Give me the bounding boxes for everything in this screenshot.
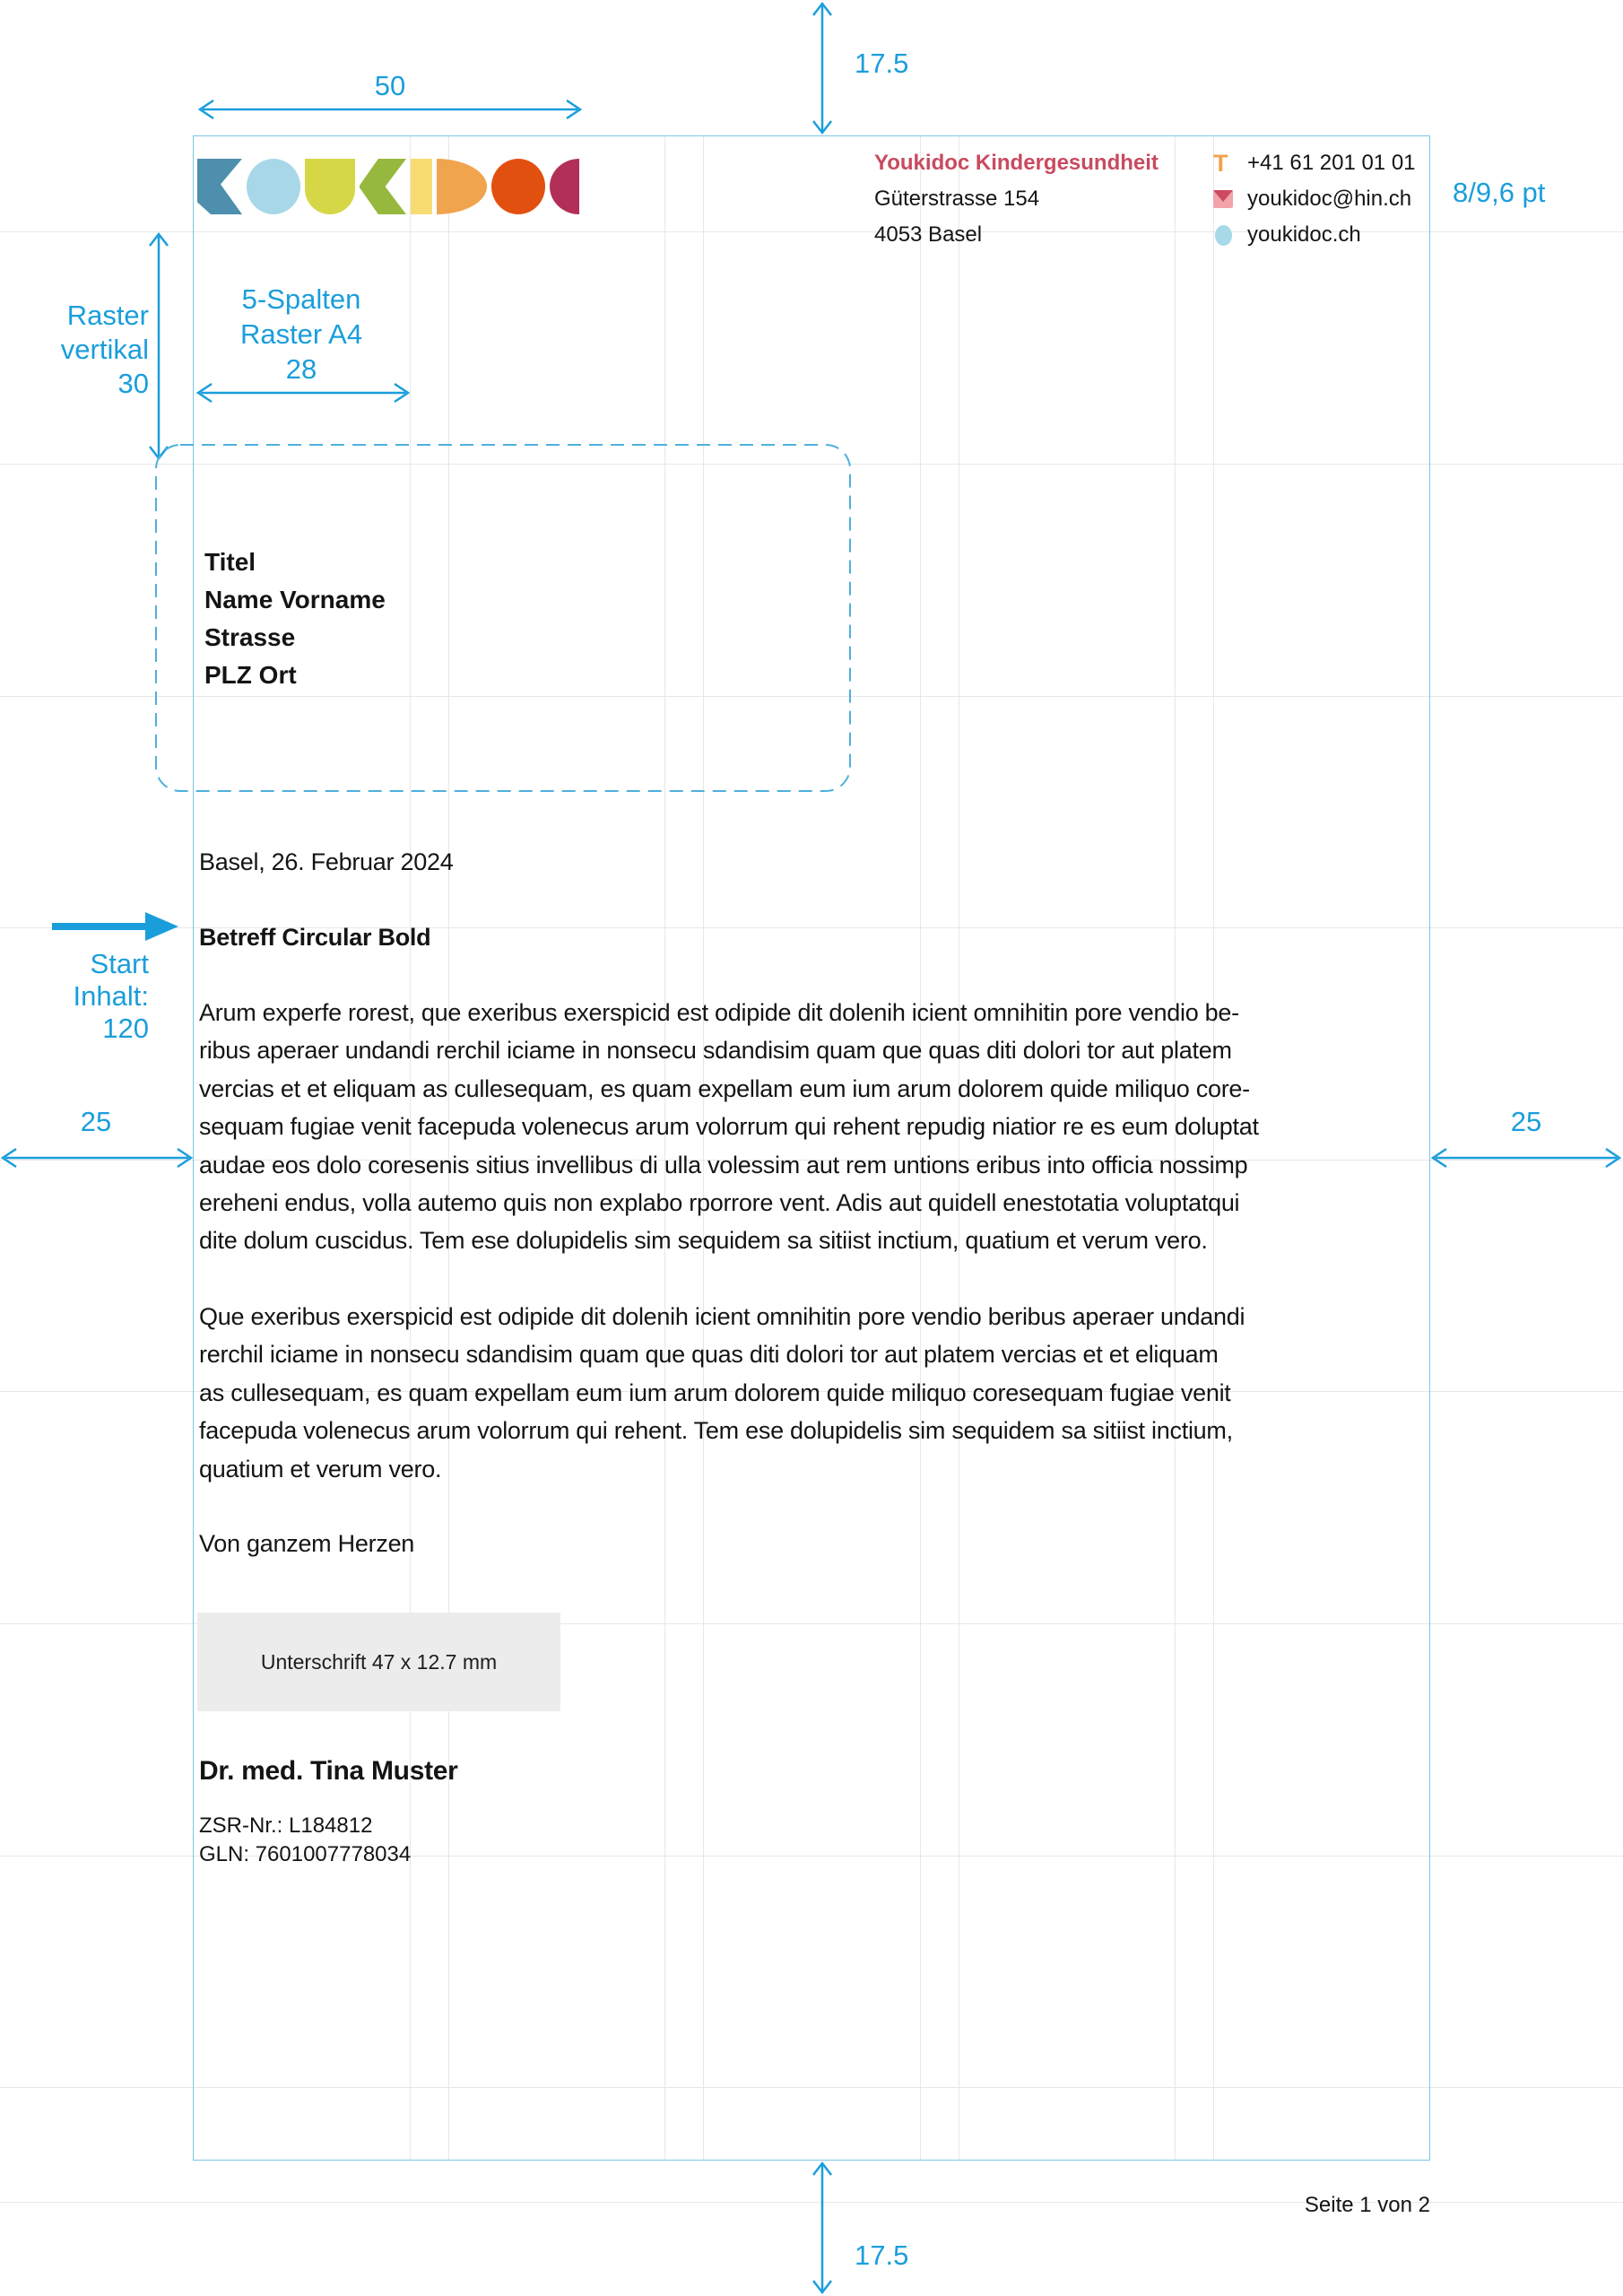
- logo-letter-o2-icon: [491, 159, 545, 214]
- logo-letter-o-icon: [247, 159, 300, 214]
- type-size-label: 8/9,6 pt: [1453, 177, 1546, 208]
- address-line-titel: Titel: [204, 548, 256, 576]
- signature-placeholder-label: Unterschrift 47 x 12.7 mm: [260, 1649, 498, 1674]
- left-margin-arrow: [2, 1145, 192, 1170]
- address-line-name: Name Vorname: [204, 586, 386, 613]
- address-line-plz: PLZ Ort: [204, 661, 297, 689]
- letter-date: Basel, 26. Februar 2024: [199, 848, 454, 875]
- start-content-label: Start Inhalt: 120: [73, 948, 149, 1044]
- signature-placeholder-box: [197, 1613, 560, 1711]
- email-icon: [1213, 188, 1235, 210]
- letter-paragraph-1: Arum experfe rorest, que exeribus exerspicid est odipide dit dolenih icient omnihitin pore vendio be- ribus aperaer undandi rerchil iciame in nonsecu sdandisim quam que quas diti dolori tor aut platem vercias et et eliquam as cullesequam, es quam expellam eum ium arum dolorem quide miliquo core- sequam fugiae venit facepuda volenecus arum volorrum qui rehent repudig niatior re es eum doluptat audae eos dolo coresenis sitius invellibus di ulla volessim aut rem untions eribus into officia nossimp ereheni endus, volla autemo quis non explabo rporrore vent. Adis aut quidell enestotatia voluptatqui dite dolum cuscidus. Tem ese dolupidelis sim sequidem sa sitiist inctium, quatium et verum vero.: [199, 999, 1259, 1255]
- bottom-margin-arrow: [810, 2162, 835, 2294]
- website-url: youkidoc.ch: [1247, 222, 1361, 247]
- company-city: 4053 Basel: [874, 222, 983, 247]
- address-placeholder-block: [204, 544, 386, 694]
- page-number: Seite 1 von 2: [1304, 2193, 1430, 2217]
- company-name: Youkidoc Kindergesundheit: [874, 151, 1159, 175]
- gln-number: GLN: 7601007778034: [199, 1842, 412, 1866]
- top-margin-arrow: [810, 2, 835, 135]
- contact-row-email: [1213, 181, 1416, 217]
- doctor-ids-block: [199, 1812, 411, 1869]
- company-street: Güterstrasse 154: [874, 187, 1040, 211]
- letter-subject: Betreff Circular Bold: [199, 924, 431, 951]
- youkidoc-logo: [197, 159, 583, 214]
- logo-letter-k-icon: [360, 159, 406, 214]
- email-address: youkidoc@hin.ch: [1247, 187, 1412, 211]
- header-company-block: [874, 145, 1159, 253]
- phone-icon: T: [1213, 150, 1228, 177]
- phone-number: +41 61 201 01 01: [1247, 151, 1416, 175]
- right-margin-label: 25: [1510, 1106, 1542, 1137]
- signer-name: Dr. med. Tina Muster: [199, 1756, 458, 1786]
- header-contact-block: [1213, 145, 1416, 253]
- letter-paragraph-2: Que exeribus exerspicid est odipide dit dolenih icient omnihitin pore vendio beribus aperaer undandi rerchil iciame in nonsecu sdandisim quam que quas diti dolori tor aut platem vercias et et eliquam as cullesequam, es quam expellam eum ium arum dolorem quide miliquo coresequam fugiae venit facepuda volenecus arum volorrum qui rehent. Tem ese dolupidelis sim sequidem sa sitiist inctium, quatium et verum vero.: [199, 1303, 1245, 1483]
- column-raster-label: 5-Spalten Raster A4 28: [239, 283, 363, 385]
- raster-vertical-arrow: [146, 231, 171, 461]
- start-content-arrow: [52, 910, 182, 943]
- address-line-strasse: Strasse: [204, 623, 296, 651]
- logo-letter-d-icon: [437, 159, 487, 214]
- column-width-arrow: [196, 380, 410, 405]
- zsr-number: ZSR-Nr.: L184812: [199, 1813, 373, 1838]
- logo-width-label: 50: [374, 70, 406, 101]
- logo-letter-c-icon: [550, 159, 579, 214]
- website-icon: [1213, 224, 1235, 246]
- logo-letter-i-icon: [411, 159, 432, 214]
- logo-letter-u-icon: [305, 159, 355, 214]
- contact-row-phone: [1213, 145, 1416, 181]
- top-margin-label: 17.5: [855, 48, 909, 79]
- raster-vertical-label: Raster vertikal 30: [60, 300, 149, 399]
- letter-closing: Von ganzem Herzen: [199, 1530, 415, 1557]
- logo-letter-y-icon: [197, 159, 242, 214]
- right-margin-arrow: [1432, 1145, 1620, 1170]
- logo-width-arrow: [197, 97, 583, 122]
- contact-row-website: [1213, 217, 1416, 253]
- left-margin-label: 25: [80, 1106, 112, 1137]
- bottom-margin-label: 17.5: [855, 2239, 909, 2271]
